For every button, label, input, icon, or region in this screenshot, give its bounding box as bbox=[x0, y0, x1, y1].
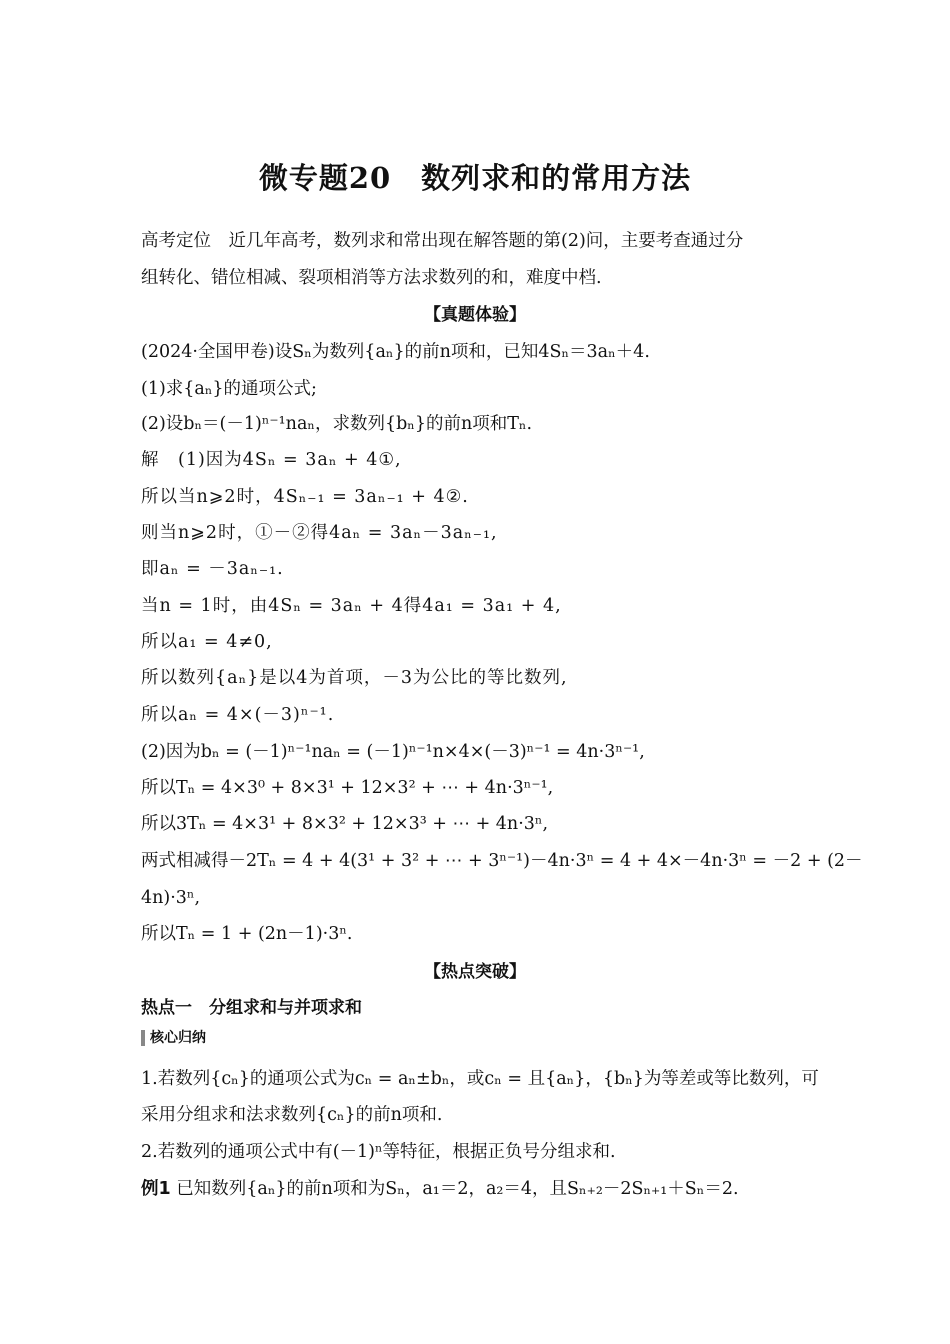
solution-line: 则当n⩾2时，①－②得4aₙ = 3aₙ－3aₙ₋₁, bbox=[141, 523, 498, 543]
solution-line: 解 (1)因为4Sₙ = 3aₙ + 4①, bbox=[141, 450, 402, 470]
point-line: 采用分组求和法求数列{cₙ}的前n项和. bbox=[141, 1105, 443, 1125]
solution-line: 所以数列{aₙ}是以4为首项，－3为公比的等比数列, bbox=[141, 668, 568, 688]
page-title: 微专题20 数列求和的常用方法 bbox=[258, 161, 692, 195]
solution-line: 所以Tₙ = 1 + (2n－1)·3ⁿ. bbox=[141, 924, 353, 944]
hotspot-heading: 热点一 分组求和与并项求和 bbox=[141, 998, 362, 1018]
solution-line: 所以当n⩾2时，4Sₙ₋₁ = 3aₙ₋₁ + 4②. bbox=[141, 487, 469, 507]
example-label: 例1 bbox=[141, 1179, 171, 1199]
point-line: 2.若数列的通项公式中有(－1)ⁿ等特征，根据正负号分组求和. bbox=[141, 1142, 616, 1162]
problem-question-1: (1)求{aₙ}的通项公式; bbox=[141, 379, 317, 399]
solution-line: 所以Tₙ = 4×3⁰ + 8×3¹ + 12×3² + ⋯ + 4n·3ⁿ⁻¹, bbox=[141, 778, 554, 798]
solution-line: 所以3Tₙ = 4×3¹ + 8×3² + 12×3³ + ⋯ + 4n·3ⁿ, bbox=[141, 814, 549, 834]
problem-stem: (2024·全国甲卷)设Sₙ为数列{aₙ}的前n项和，已知4Sₙ＝3aₙ＋4. bbox=[141, 342, 650, 362]
intro-line-2: 组转化、错位相减、裂项相消等方法求数列的和，难度中档. bbox=[141, 268, 602, 288]
solution-line: 4n)·3ⁿ, bbox=[141, 888, 201, 908]
section-heading-real-exam: 【真题体验】 bbox=[424, 305, 526, 325]
solution-line: 所以aₙ = 4×(－3)ⁿ⁻¹. bbox=[141, 705, 335, 725]
section-heading-hotspots: 【热点突破】 bbox=[424, 962, 526, 982]
core-summary-tag: 核心归纳 bbox=[141, 1030, 206, 1046]
point-line: 1.若数列{cₙ}的通项公式为cₙ = aₙ±bₙ，或cₙ = 且{aₙ}，{bₙ}为等差或等比数列，可 bbox=[141, 1069, 819, 1089]
solution-line: (2)因为bₙ = (－1)ⁿ⁻¹naₙ = (－1)ⁿ⁻¹n×4×(－3)ⁿ⁻¹ = 4n·3ⁿ⁻¹, bbox=[141, 742, 645, 762]
example-text: 已知数列{aₙ}的前n项和为Sₙ，a₁＝2，a₂＝4，且Sₙ₊₂－2Sₙ₊₁＋Sₙ＝2. bbox=[176, 1179, 739, 1199]
intro-line-1: 高考定位 近几年高考，数列求和常出现在解答题的第(2)问，主要考查通过分 bbox=[141, 231, 744, 251]
problem-question-2: (2)设bₙ＝(－1)ⁿ⁻¹naₙ，求数列{bₙ}的前n项和Tₙ. bbox=[141, 414, 533, 434]
example-1 bbox=[141, 1177, 821, 1201]
solution-line: 当n = 1时，由4Sₙ = 3aₙ + 4得4a₁ = 3a₁ + 4, bbox=[141, 596, 562, 616]
solution-line: 两式相减得－2Tₙ = 4 + 4(3¹ + 3² + ⋯ + 3ⁿ⁻¹)－4n·3ⁿ = 4 + 4×－4n·3ⁿ = －2 + (2－ bbox=[141, 851, 863, 871]
solution-line: 所以a₁ = 4≠0, bbox=[141, 632, 273, 652]
solution-line: 即aₙ = －3aₙ₋₁. bbox=[141, 559, 284, 579]
